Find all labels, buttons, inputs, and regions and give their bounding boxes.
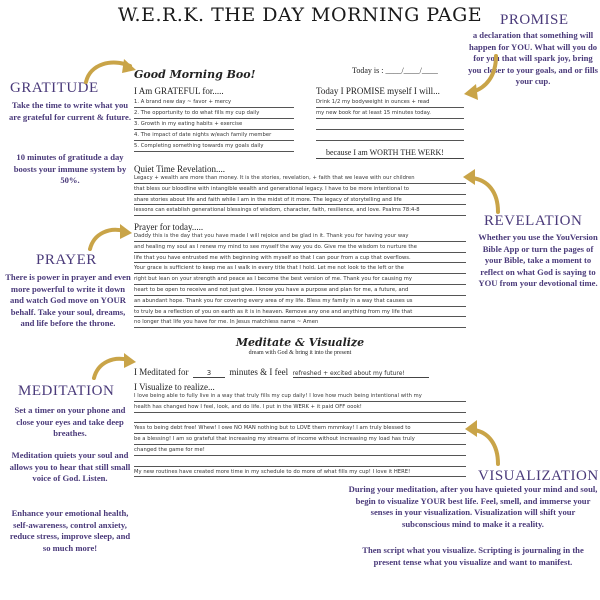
revelation-lines bbox=[134, 173, 466, 216]
gratitude-text-1: Take the time to write what you are grateful for current & future. bbox=[8, 100, 132, 122]
prayer-arrow-icon bbox=[86, 223, 134, 253]
meditation-text-2: Meditation quiets your soul and allows you to hear that still small voice of God. Listen. bbox=[9, 450, 131, 484]
visualize-blank-line[interactable] bbox=[134, 456, 466, 467]
prayer-line[interactable]: an abundant hope. Thank you for covering every area of my life. Bless my family in a way that causes us bbox=[134, 296, 466, 307]
revelation-line[interactable]: that bless our bloodline with intangible wealth and generational legacy. I have to be more intentional to bbox=[134, 184, 466, 195]
page-title: W.E.R.K. THE DAY MORNING PAGE bbox=[117, 4, 483, 26]
meditated-prefix: I Meditated for bbox=[134, 367, 189, 377]
visualize-line[interactable]: be a blessing! I am so grateful that increasing my streams of income without increasing my load has truly bbox=[134, 434, 466, 445]
prayer-line[interactable]: Daddy this is the day that you have made I will rejoice and be glad in it. Thank you for having your way bbox=[134, 231, 466, 242]
prayer-line[interactable]: life that you have entrusted me with beginning with myself so that I can pour from a cup that overflows. bbox=[134, 253, 466, 264]
journal-sheet bbox=[130, 60, 470, 600]
promise-blank-line[interactable] bbox=[316, 119, 464, 130]
prayer-label: Prayer for today..... bbox=[134, 222, 204, 232]
prayer-line[interactable]: and healing my soul as I renew my mind to see myself the way you do. Give me the wisdom to nurture the bbox=[134, 242, 466, 253]
meditate-subtitle: dream with God & bring it into the present bbox=[248, 350, 352, 356]
visualize-line[interactable]: changed the game for me! bbox=[134, 445, 466, 456]
promise-text: a declaration that something will happen for YOU. What will you do for you that will spark joy, bring you closer to your goals, and or fills your cup. bbox=[468, 30, 598, 87]
revelation-text: Whether you use the YouVersion Bible App or turn the pages of your Bible, take a moment to reflect on what God is saying to YOU from your devotional time. bbox=[478, 232, 598, 289]
today-date-field[interactable]: Today is : ____/____/____ bbox=[352, 66, 438, 75]
revelation-line[interactable]: Legacy + wealth are more than money. It is the stories, revelation, + faith that we leave with our children bbox=[134, 173, 466, 184]
prayer-line[interactable]: Your grace is sufficient to keep me as I walk in every title that I hold. Let me not look to the left or the bbox=[134, 263, 466, 274]
meditated-mid: minutes & I feel bbox=[229, 367, 289, 377]
grateful-item[interactable]: 1. A brand new day ~ favor + mercy bbox=[134, 97, 294, 108]
grateful-list bbox=[134, 97, 294, 152]
prayer-text: There is power in prayer and even more powerful to write it down and watch God move on YOUR behalf. Take your soul, dreams, and life before the throne. bbox=[5, 272, 131, 329]
meditated-feel-field[interactable]: refreshed + excited about my future! bbox=[293, 370, 429, 378]
revelation-heading: REVELATION bbox=[484, 213, 583, 229]
promise-label: Today I PROMISE myself I will... bbox=[316, 86, 440, 96]
grateful-item[interactable]: 4. The impact of date nights w/each family member bbox=[134, 130, 294, 141]
prayer-lines bbox=[134, 231, 466, 328]
promise-item[interactable]: Drink 1/2 my bodyweight in ounces + read bbox=[316, 97, 464, 108]
visualize-blank-line[interactable] bbox=[134, 413, 466, 424]
prayer-line[interactable]: heart to be open to receive and not just give. I know you have a purpose and plan for me, a future, and bbox=[134, 285, 466, 296]
promise-list bbox=[316, 97, 464, 141]
promise-heading: PROMISE bbox=[500, 12, 569, 28]
visualize-line[interactable]: Yess to being debt free! Whew! I owe NO MAN nothing but to LOVE them mmmkay! I am truly blessed to bbox=[134, 423, 466, 434]
meditation-text-1: Set a timer on your phone and close your eyes and take deep breathes. bbox=[14, 405, 126, 439]
visualization-heading: VISUALIZATION bbox=[478, 468, 599, 484]
visualize-line[interactable]: health has changed how I feel, look, and do life. I put in the WERK + it paid OFF oook! bbox=[134, 402, 466, 413]
revelation-line[interactable]: lessons can establish generational blessings of wisdom, character, faith, resilience, and love. Psalms 78:4-8 bbox=[134, 205, 466, 216]
visualization-text-1: During your meditation, after you have quieted your mind and soul, begin to visualize YOUR best life. Feel, smell, and immerse your senses in your visualization. Visualization will shift your subconscious mind to make it a reality. bbox=[348, 484, 598, 529]
meditation-heading: MEDITATION bbox=[18, 383, 115, 399]
meditation-text-3: Enhance your emotional health, self-awareness, control anxiety, reduce stress, improve sleep, and so much more! bbox=[9, 508, 131, 553]
greeting: Good Morning Boo! bbox=[134, 68, 256, 81]
prayer-heading: PRAYER bbox=[36, 252, 97, 268]
visualize-lines bbox=[134, 391, 466, 477]
grateful-item[interactable]: 2. The opportunity to do what fills my cup daily bbox=[134, 108, 294, 119]
gratitude-heading: GRATITUDE bbox=[10, 80, 99, 96]
prayer-line[interactable]: to truly be a reflection of you on earth as it is in heaven. Remove any one and anything from my life that bbox=[134, 307, 466, 318]
revelation-label: Quiet Time Revelation.... bbox=[134, 164, 225, 174]
gratitude-text-2: 10 minutes of gratitude a day boosts your immune system by 50%. bbox=[13, 152, 127, 186]
promise-blank-line[interactable] bbox=[316, 130, 464, 141]
worth-underline bbox=[316, 158, 464, 159]
grateful-item[interactable]: 5. Completing something towards my goals daily bbox=[134, 141, 294, 152]
visualize-label: I Visualize to realize... bbox=[134, 382, 215, 392]
meditate-title: Meditate & Visualize bbox=[235, 336, 365, 349]
promise-item[interactable]: my new book for at least 15 minutes today. bbox=[316, 108, 464, 119]
grateful-label: I Am GRATEFUL for..... bbox=[134, 86, 224, 96]
grateful-item[interactable]: 3. Growth in my eating habits + exercise bbox=[134, 119, 294, 130]
worth-line: because I am WORTH THE WERK! bbox=[326, 148, 444, 157]
prayer-line[interactable]: no longer that life you have for me. In Jesus matchless name ~ Amen bbox=[134, 317, 466, 328]
visualization-text-2: Then script what you visualize. Scripting is journaling in the present tense what you visualize and want to manifest. bbox=[362, 545, 584, 567]
meditated-row bbox=[134, 362, 466, 377]
prayer-line[interactable]: right but lean on your strength and peace as I become the best version of me. Thank you for causing my bbox=[134, 274, 466, 285]
visualize-line[interactable]: I love being able to fully live in a way that truly fills my cup daily! I love how much being intentional with my bbox=[134, 391, 466, 402]
meditated-minutes-field[interactable]: 3 bbox=[193, 369, 225, 378]
revelation-line[interactable]: share stories about life and faith while I am in the midst of it more. The legacy of storytelling and life bbox=[134, 195, 466, 206]
visualize-line[interactable]: My new routines have created more time in my schedule to do more of what fills my cup! I love it HERE! bbox=[134, 467, 466, 478]
